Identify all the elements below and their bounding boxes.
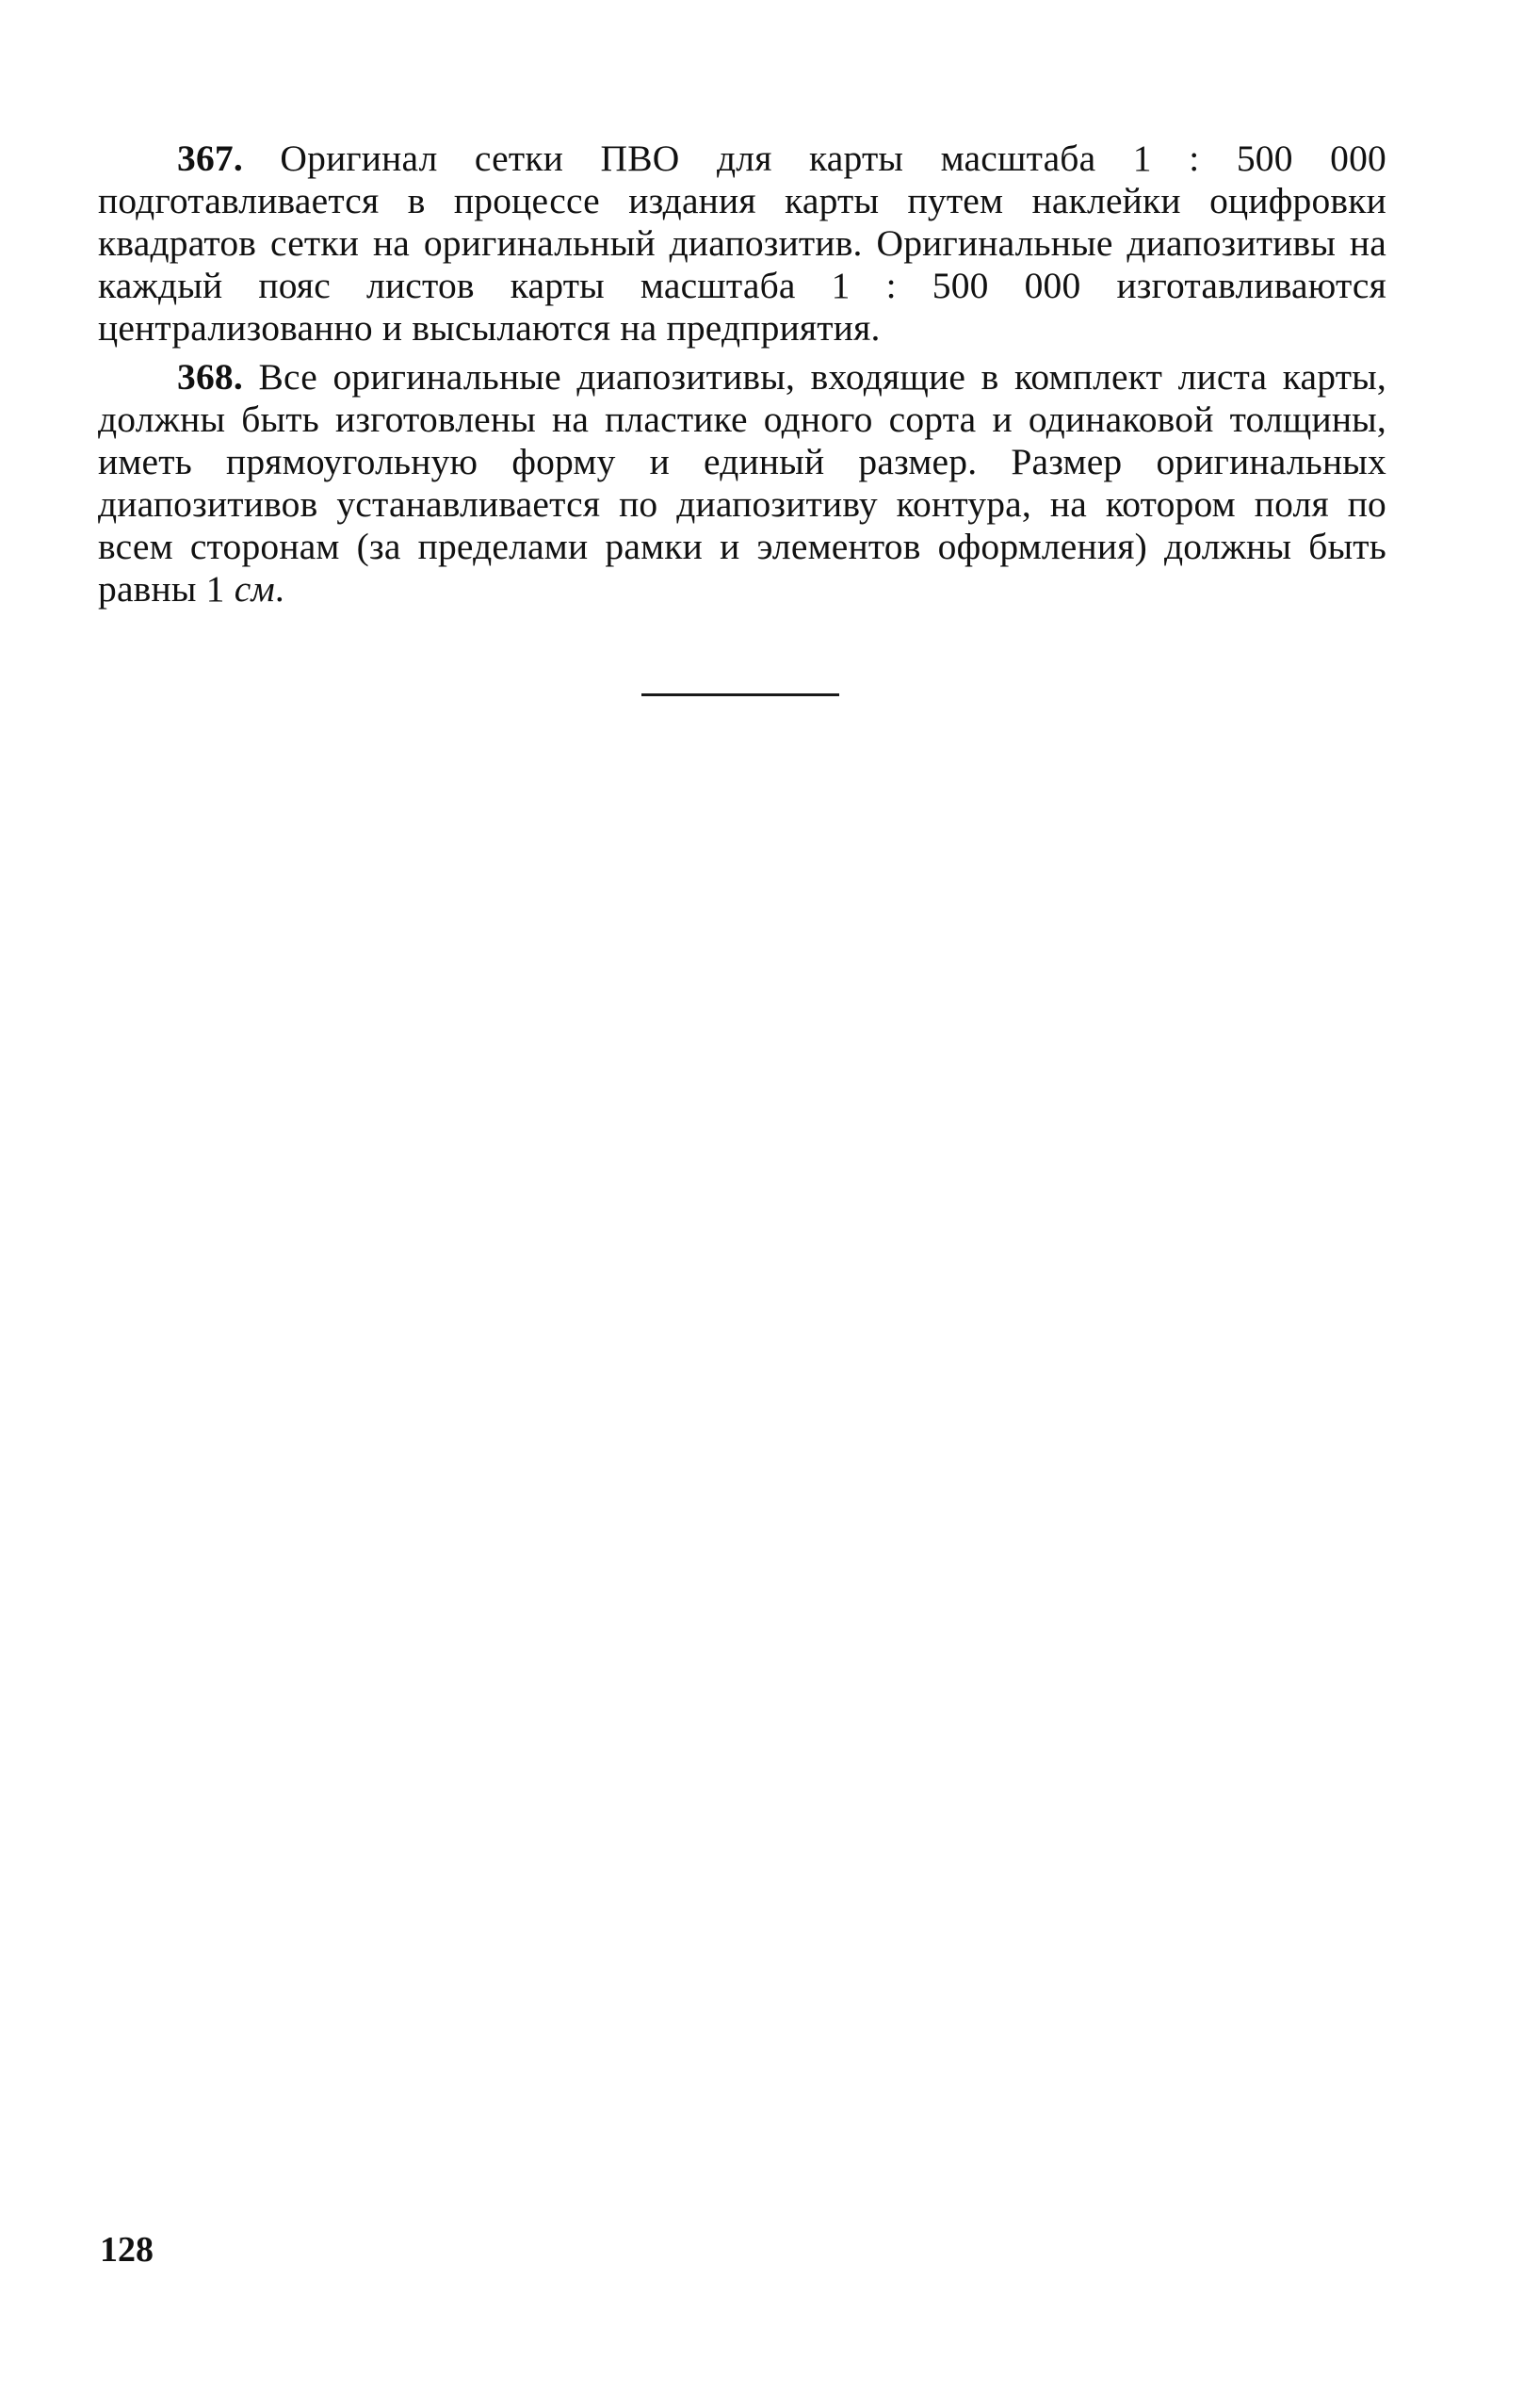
body-text — [98, 138, 1386, 617]
unit-text: см — [234, 568, 275, 610]
paragraph-367 — [98, 138, 1386, 350]
page-number: 128 — [100, 2230, 154, 2270]
paragraph-number: 367. — [177, 138, 243, 179]
paragraph-text: Все оригинальные диапозитивы, входящие в комплект листа карты, должны быть изготовлены на пластике одного сорта и одинаковой толщины, иметь прямоугольную форму и единый размер. Размер оригинальных диапозитивов устанавливается по диапозитиву контура, на котором поля по всем сторонам (за пределами рамки и элементов оформления) должны быть равны 1 — [98, 356, 1386, 610]
paragraph-text: Оригинал сетки ПВО для карты масштаба 1 : 500 000 подготавливается в процессе издания карты путем наклейки оцифровки квадратов сетки на оригинальный диапозитив. Оригинальные диапозитивы на каждый пояс листов карты масштаба 1 : 500 000 изготавливаются централизованно и высылаются на предприятия. — [98, 138, 1386, 349]
paragraph-368 — [98, 356, 1386, 610]
paragraph-text-end: . — [274, 568, 284, 610]
section-divider — [641, 693, 839, 696]
paragraph-number: 368. — [177, 356, 243, 398]
